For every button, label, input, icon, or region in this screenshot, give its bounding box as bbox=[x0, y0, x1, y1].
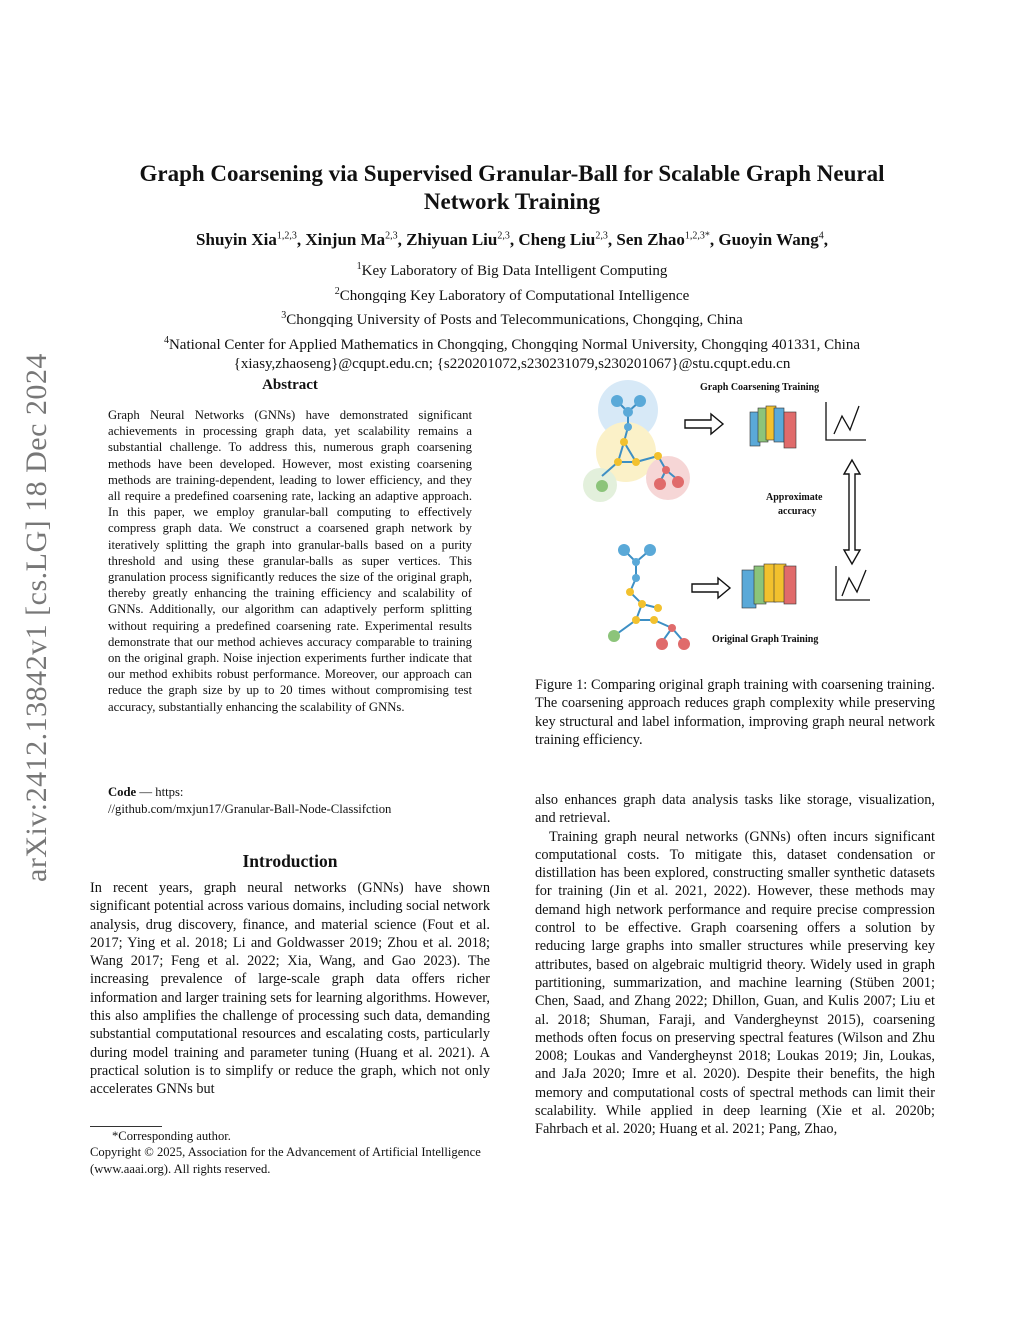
node bbox=[632, 574, 640, 582]
introduction-heading: Introduction bbox=[242, 851, 338, 871]
accuracy-chart-icon bbox=[836, 566, 870, 600]
node bbox=[654, 478, 666, 490]
arxiv-stamp: arXiv:2412.13842v1 [cs.LG] 18 Dec 2024 bbox=[20, 353, 53, 882]
code-prefix: — https: bbox=[136, 785, 184, 799]
double-arrow-icon bbox=[844, 460, 860, 564]
nn-blocks-bottom bbox=[742, 564, 796, 608]
node bbox=[620, 438, 628, 446]
author-name: Zhiyuan Liu bbox=[406, 230, 498, 249]
arrow-right-icon bbox=[692, 578, 730, 598]
figure-caption: Figure 1: Comparing original graph training with coarsening training. The coarsening approach reduces graph complexity while preserving key structural and label information, improving graph neural network training efficiency. bbox=[535, 677, 935, 748]
footnote bbox=[90, 1128, 490, 1177]
introduction-text: In recent years, graph neural networks (GNNs) have shown significant potential across various domains, including social network analysis, drug discovery, finance, and material science (Fout et al. 2017; Ying et al. 2018; Li and Goldwasser 2019; Zhou et al. 2018; Wang 2017; Feng et al. 2022; Xia, Wang, and Gao 2023). The increasing prevalence of large-scale graph data offers richer information and larger training sets for learning algorithms. However, this also amplifies the challenge of processing such data, demanding substantial computational resources and escalating costs, particularly during model training and parameter tuning (Huang et al. 2021). A practical solution is to simplify or reduce the graph, which not only accelerates GNNs but bbox=[90, 880, 490, 1098]
paragraph: also enhances graph data analysis tasks like storage, visualization, and retrieval. bbox=[535, 792, 935, 827]
label-coarsening: Graph Coarsening Training bbox=[700, 382, 820, 393]
node bbox=[624, 423, 632, 431]
right-column-text bbox=[535, 791, 935, 1139]
corresponding-note: *Corresponding author. bbox=[112, 1129, 231, 1143]
code-label: Code bbox=[108, 785, 137, 799]
node bbox=[632, 458, 640, 466]
code-link-block bbox=[108, 784, 472, 817]
node bbox=[678, 638, 690, 650]
affiliation-4: $^4$National Center for Applied Mathematics in Chongqing, Chongqing Normal University, Chongqing 401331, China bbox=[163, 334, 861, 353]
author-list: Shuyin Xia$^{1,2,3}$, Xinjun Ma$^{2,3}$, Zhiyuan Liu$^{2,3}$, Cheng Liu$^{2,3}$, Sen Zhao$^{1,2,3*}$, Guoyin Wang$^4$, bbox=[196, 230, 828, 249]
arrow-right-icon bbox=[685, 414, 723, 434]
node bbox=[611, 395, 623, 407]
footnote-rule bbox=[90, 1126, 162, 1127]
abstract-text: Graph Neural Networks (GNNs) have demonstrated significant achievements in processing graph data, yet scalability remains a substantial challenge. To address this, numerous graph coarsening methods have been developed. However, most existing coarsening methods are training-dependent, leading to lower efficiency, and they all require a predefined coarsening rate, lacking an adaptive approach. In this paper, we employ granular-ball computing to effectively compress graph data. We construct a coarsened graph network by iteratively splitting the graph into granular-balls based on a purity threshold and using these granular-balls as super vertices. This granulation process significantly reduces the size of the original graph, thereby greatly enhancing the training efficiency and scalability of GNNs. Additionally, our algorithm can adaptively perform splitting without requiring a predefined coarsening rate. Experimental results demonstrate that our method achieves accuracy comparable to training on the original graph. Noise injection experiments further indicate that our method exhibits robust performance. Moreover, our approach can reduce the graph size by up to 20 times without compromising test accuracy, substantially enhancing the scalability of GNNs. bbox=[108, 408, 472, 714]
node bbox=[608, 630, 620, 642]
label-approx-2: accuracy bbox=[778, 506, 817, 517]
author-name: Cheng Liu bbox=[518, 230, 596, 249]
copyright-note: Copyright © 2025, Association for the Advancement of Artificial Intelligence (www.aaai.org). All rights reserved. bbox=[90, 1145, 481, 1176]
author-name: Sen Zhao bbox=[616, 230, 685, 249]
node bbox=[656, 638, 668, 650]
node bbox=[618, 544, 630, 556]
node bbox=[638, 600, 646, 608]
affiliation-1: $^1$Key Laboratory of Big Data Intelligent Computing bbox=[356, 261, 668, 279]
node bbox=[626, 588, 634, 596]
node bbox=[654, 452, 662, 460]
node bbox=[654, 604, 662, 612]
author-name: Guoyin Wang bbox=[718, 230, 819, 249]
author-name: Shuyin Xia bbox=[196, 230, 277, 249]
code-url[interactable]: //github.com/mxjun17/Granular-Ball-Node-Classifction bbox=[108, 801, 392, 816]
nn-blocks-top bbox=[750, 406, 796, 448]
node bbox=[623, 407, 633, 417]
label-approx-1: Approximate bbox=[766, 492, 823, 503]
author-affil-sup: 1,2,3* bbox=[684, 230, 710, 242]
node bbox=[632, 558, 640, 566]
author-affil-sup: 2,3 bbox=[497, 230, 510, 242]
node bbox=[614, 458, 622, 466]
paragraph: Training graph neural networks (GNNs) often incurs significant computational costs. To mitigate this, dataset condensation or distillation has been explored, constructing smaller synthetic datasets for training (Jin et al. 2021, 2022). However, these methods may demand high network performance and require precise compression control to be effective. Graph coarsening offers a solution by reducing large graphs into smaller structures while preserving key attributes, based on algebraic multigrid theory. Widely used in graph partitioning, summarization, and machine learning (Stüben 2001; Chen, Saad, and Zhang 2022; Dhillon, Guan, and Kulis 2007; Liu et al. 2018; Shuman, Faraji, and Vandergheynst 2015), coarsening methods often focus on preserving spectral features (Wilson and Zhu 2008; Loukas and Vandergheynst 2018; Loukas 2019; Jin, Loukas, and JaJa 2020; Imre et al. 2020). Despite their benefits, the high memory and computational costs of spectral methods can limit their scalability. While applied in deep learning (Xie et al. 2020b; Fahrbach et al. 2020; Huang et al. 2021; Pang, Zhao, bbox=[535, 828, 935, 1138]
node bbox=[650, 616, 658, 624]
affiliations bbox=[90, 257, 934, 375]
figure-1 bbox=[580, 370, 870, 660]
author-affil-sup: 2,3 bbox=[385, 230, 398, 242]
node bbox=[672, 476, 684, 488]
author-name: Xinjun Ma bbox=[305, 230, 386, 249]
node bbox=[596, 480, 608, 492]
author-affil-sup: 2,3 bbox=[595, 230, 608, 242]
node bbox=[662, 466, 670, 474]
node bbox=[632, 616, 640, 624]
affiliation-3: $^3$Chongqing University of Posts and Telecommunications, Chongqing, China bbox=[281, 310, 743, 328]
label-original: Original Graph Training bbox=[712, 634, 819, 645]
author-affil-sup: 1,2,3 bbox=[276, 230, 297, 242]
node bbox=[634, 395, 646, 407]
author-affil-sup: 4 bbox=[818, 230, 824, 242]
accuracy-chart-icon bbox=[826, 402, 866, 440]
node bbox=[668, 624, 676, 632]
node bbox=[644, 544, 656, 556]
paper-title: Graph Coarsening via Supervised Granular-Ball for Scalable Graph Neural Network Training bbox=[139, 161, 885, 214]
ball-red bbox=[646, 456, 690, 500]
author-emails: {xiasy,zhaoseng}@cqupt.edu.cn; {s220201072,s230231079,s230201067}@stu.cqupt.edu.cn bbox=[233, 356, 791, 372]
abstract-heading: Abstract bbox=[262, 377, 318, 393]
affiliation-2: $^2$Chongqing Key Laboratory of Computational Intelligence bbox=[334, 285, 690, 304]
